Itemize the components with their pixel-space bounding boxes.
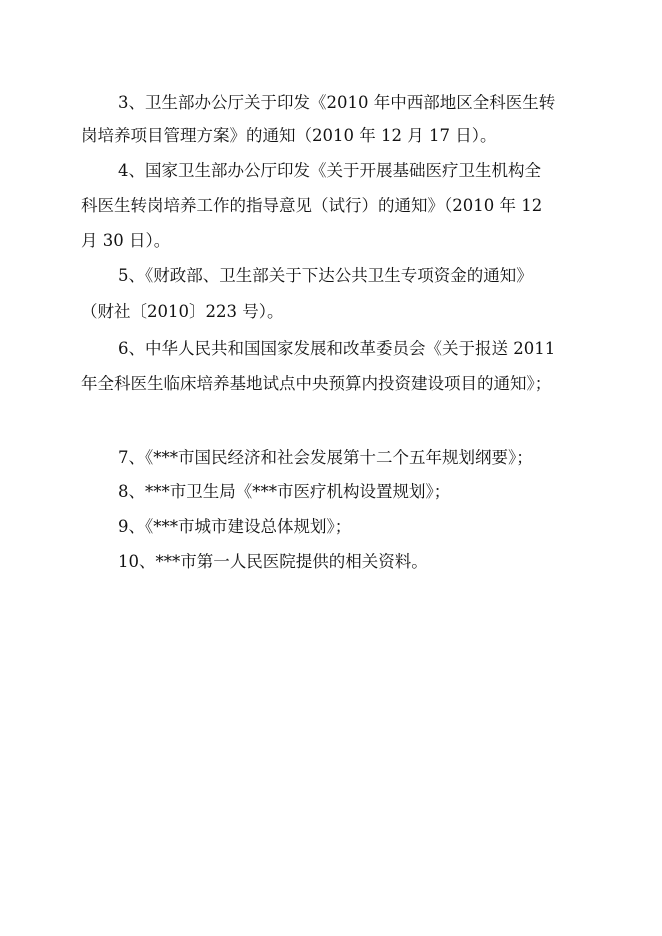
reference-4-line-3: 月 30 日）。 <box>81 231 171 250</box>
reference-9-line-1: 9、《***市城市建设总体规划》； <box>118 517 352 536</box>
reference-7-line-1: 7、《***市国民经济和社会发展第十二个五年规划纲要》； <box>118 448 533 467</box>
reference-10-line-1: 10、***市第一人民医院提供的相关资料。 <box>118 552 428 571</box>
reference-3-line-2: 岗培养项目管理方案》的通知（2010 年 12 月 17 日）。 <box>81 126 497 145</box>
reference-4-line-1: 4、国家卫生部办公厅印发《关于开展基础医疗卫生机构全 <box>118 161 541 180</box>
reference-6-line-1: 6、中华人民共和国国家发展和改革委员会《关于报送 2011 <box>118 339 556 358</box>
reference-4-line-2: 科医生转岗培养工作的指导意见（试行）的通知》（2010 年 12 <box>81 196 543 215</box>
reference-6-line-2: 年全科医生临床培养基地试点中央预算内投资建设项目的通知》； <box>81 374 552 393</box>
reference-8-line-1: 8、***市卫生局《***市医疗机构设置规划》； <box>118 482 451 501</box>
reference-3-line-1: 3、卫生部办公厅关于印发《2010 年中西部地区全科医生转 <box>118 93 556 112</box>
reference-5-line-2: （财社〔2010〕223 号）。 <box>81 302 284 321</box>
reference-5-line-1: 5、《财政部、卫生部关于下达公共卫生专项资金的通知》 <box>118 266 533 285</box>
